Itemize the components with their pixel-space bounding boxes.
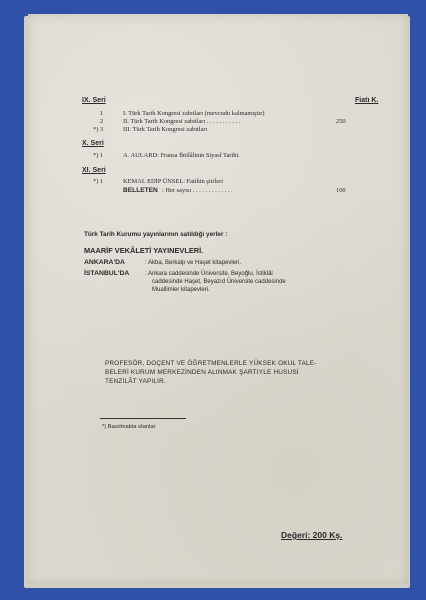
series-ix-row-2-title: II. Türk Tarih Kongresi zabıtları . . . . . . . . . . . — [123, 118, 241, 125]
series-ix-row-1-title: I. Türk Tarih Kongresi zabıtları (mevcudu kalmamıştır) — [123, 110, 265, 117]
price-column-header: Fiatı K. — [355, 97, 379, 104]
belleten-text: : Her sayısı . . . . . . . . . . . . . — [162, 187, 233, 194]
notice-line-3: TENZİLÂT YAPILIR. — [105, 378, 166, 385]
series-x-row-1-title: A. AULARD: Fransa İhtilâlinin Siyasî Tarihi. — [123, 152, 240, 159]
istanbul-line-1: : Ankara caddesinde Üniversite, Beyoğlu, İstiklâl — [145, 271, 273, 277]
sellers-intro: Türk Tarih Kurumu yayınlarının satıldığı yerler : — [84, 231, 228, 238]
istanbul-label: İSTANBUL'DA — [84, 270, 130, 277]
series-ix-row-3-number: *) 3 — [93, 126, 104, 133]
series-ix-row-3-title: III. Türk Tarih Kongresi zabıtları — [123, 126, 208, 133]
series-heading-x: X. Seri — [82, 140, 104, 147]
series-ix-row-2-number: 2 — [100, 118, 104, 125]
notice-line-1: PROFESÖR, DOÇENT VE ÖĞRETMENLERLE YÜKSEK OKUL TALE- — [105, 360, 317, 367]
istanbul-line-3: Muallimler kitapevleri. — [152, 287, 210, 293]
back-cover-page — [28, 14, 408, 584]
series-xi-row-1-number: *) 1 — [93, 178, 104, 185]
ankara-label: ANKARA'DA — [84, 259, 125, 266]
belleten-price: 100 — [336, 187, 346, 194]
maarif-heading: MAARİF VEKÂLETİ YAYINEVLERİ. — [84, 246, 204, 255]
series-x-row-1-number: *) 1 — [93, 152, 104, 159]
footnote-text: *) Basılmakta olanlar — [102, 424, 156, 430]
series-heading-ix: IX. Seri — [82, 97, 106, 104]
series-heading-xi: XI. Seri — [82, 167, 106, 174]
series-ix-row-1-number: 1 — [100, 110, 104, 117]
ankara-text: : Akba, Berkalp ve Haşet kitapevleri. — [145, 260, 242, 266]
istanbul-line-2: caddesinde Haşet, Beyazıd Üniversite caddesinde — [152, 279, 286, 285]
series-ix-row-2-price: 250 — [336, 118, 346, 125]
footnote-rule — [100, 418, 186, 419]
notice-line-2: BELERİ KURUM MERKEZİNDEN ALINMAK ŞARTIYLE HUSUSİ — [105, 369, 299, 376]
series-xi-row-1-title: KEMAL EDİP ÜNSEL: Fatihin şiirleri — [123, 178, 223, 185]
cover-price: Değeri: 200 Kş. — [281, 530, 343, 540]
belleten-label: BELLETEN — [123, 187, 158, 194]
